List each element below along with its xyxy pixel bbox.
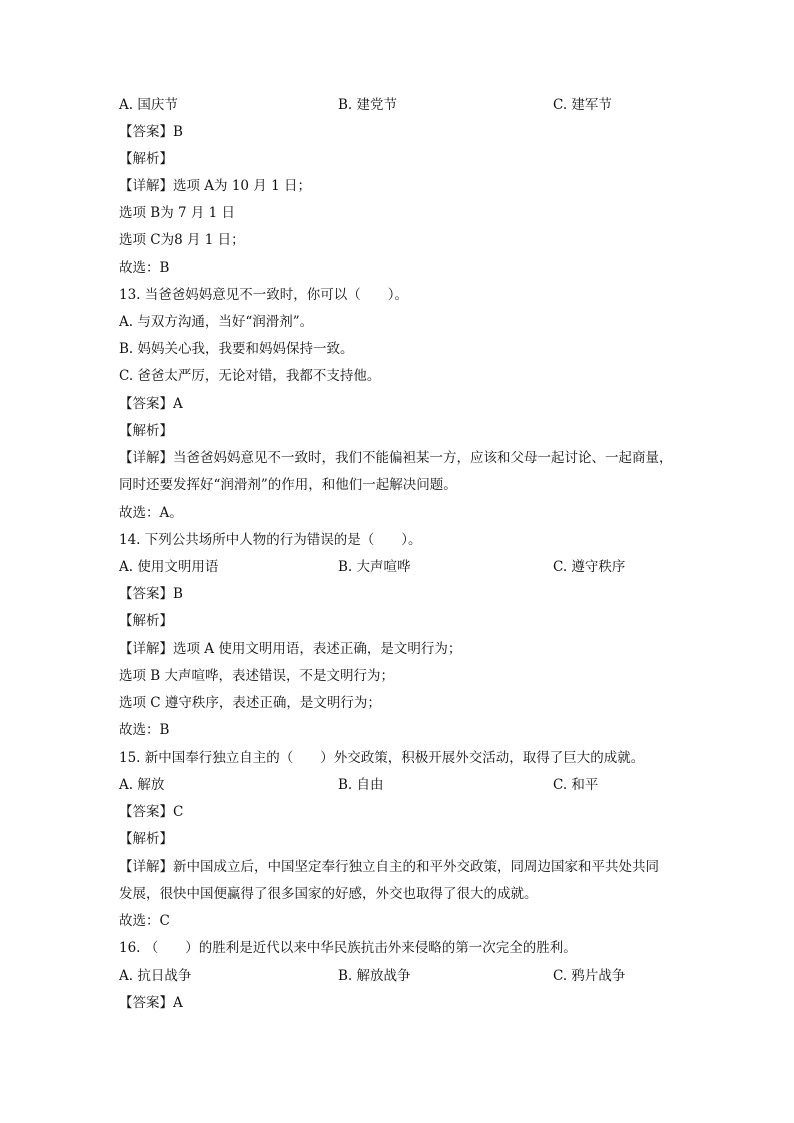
- q12-option-b: B. 建党节: [338, 97, 398, 113]
- q12-option-c: C. 建军节: [553, 97, 612, 113]
- q16-question: 16. （ ）的胜利是近代以来中华民族抗击外来侵略的第一次完全的胜利。: [119, 940, 577, 956]
- q12-answer: 【答案】B: [119, 124, 183, 140]
- q12-analysis-heading: 【解析】: [119, 151, 173, 167]
- q12-option-a: A. 国庆节: [119, 97, 178, 113]
- q15-question: 15. 新中国奉行独立自主的（ ）外交政策，积极开展外交活动，取得了巨大的成就。: [119, 750, 645, 766]
- q14-question: 14. 下列公共场所中人物的行为错误的是（ ）。: [119, 532, 422, 548]
- q13-answer: 【答案】A: [119, 396, 183, 412]
- q16-option-c: C. 鸦片战争: [553, 968, 626, 984]
- q15-detail: 【详解】新中国成立后，中国坚定奉行独立自主的和平外交政策，同周边国家和平共处共同: [119, 859, 659, 875]
- q13-detail-line: 同时还要发挥好“润滑剂”的作用，和他们一起解决问题。: [119, 477, 457, 493]
- q15-choice: 故选：C: [119, 913, 170, 929]
- q12-detail-line: 选项 B为 7 月 1 日: [119, 205, 236, 221]
- q13-option-c: C. 爸爸太严厉，无论对错，我都不支持他。: [119, 368, 381, 384]
- q12-choice: 故选：B: [119, 260, 170, 276]
- q13-option-a: A. 与双方沟通，当好“润滑剂”。: [119, 314, 314, 330]
- q14-analysis-heading: 【解析】: [119, 613, 173, 629]
- q14-answer: 【答案】B: [119, 586, 183, 602]
- q15-option-c: C. 和平: [553, 777, 599, 793]
- q14-detail-line: 选项 C 遵守秩序，表述正确，是文明行为；: [119, 695, 381, 711]
- q13-choice: 故选：A。: [119, 505, 183, 521]
- q15-option-b: B. 自由: [338, 777, 384, 793]
- q16-option-b: B. 解放战争: [338, 968, 411, 984]
- q15-option-a: A. 解放: [119, 777, 165, 793]
- q13-question: 13. 当爸爸妈妈意见不一致时，你可以（ ）。: [119, 287, 409, 303]
- q14-option-b: B. 大声喧哗: [338, 559, 411, 575]
- q13-analysis-heading: 【解析】: [119, 423, 173, 439]
- q14-detail-line: 选项 B 大声喧哗，表述错误，不是文明行为；: [119, 668, 395, 684]
- q12-detail-line: 选项 C为8 月 1 日；: [119, 232, 245, 248]
- q16-answer: 【答案】A: [119, 995, 183, 1011]
- q13-detail: 【详解】当爸爸妈妈意见不一致时，我们不能偏袒某一方，应该和父母一起讨论、一起商量，: [119, 450, 673, 466]
- q14-option-a: A. 使用文明用语: [119, 559, 219, 575]
- q14-detail: 【详解】选项 A 使用文明用语，表述正确，是文明行为；: [119, 641, 462, 657]
- q12-detail: 【详解】选项 A为 10 月 1 日；: [119, 178, 311, 194]
- q15-detail-line: 发展，很快中国便赢得了很多国家的好感，外交也取得了很大的成就。: [119, 886, 538, 902]
- q15-analysis-heading: 【解析】: [119, 831, 173, 847]
- q14-choice: 故选：B: [119, 722, 170, 738]
- q16-option-a: A. 抗日战争: [119, 968, 192, 984]
- q13-option-b: B. 妈妈关心我，我要和妈妈保持一致。: [119, 341, 354, 357]
- q15-answer: 【答案】C: [119, 804, 184, 820]
- q14-option-c: C. 遵守秩序: [553, 559, 626, 575]
